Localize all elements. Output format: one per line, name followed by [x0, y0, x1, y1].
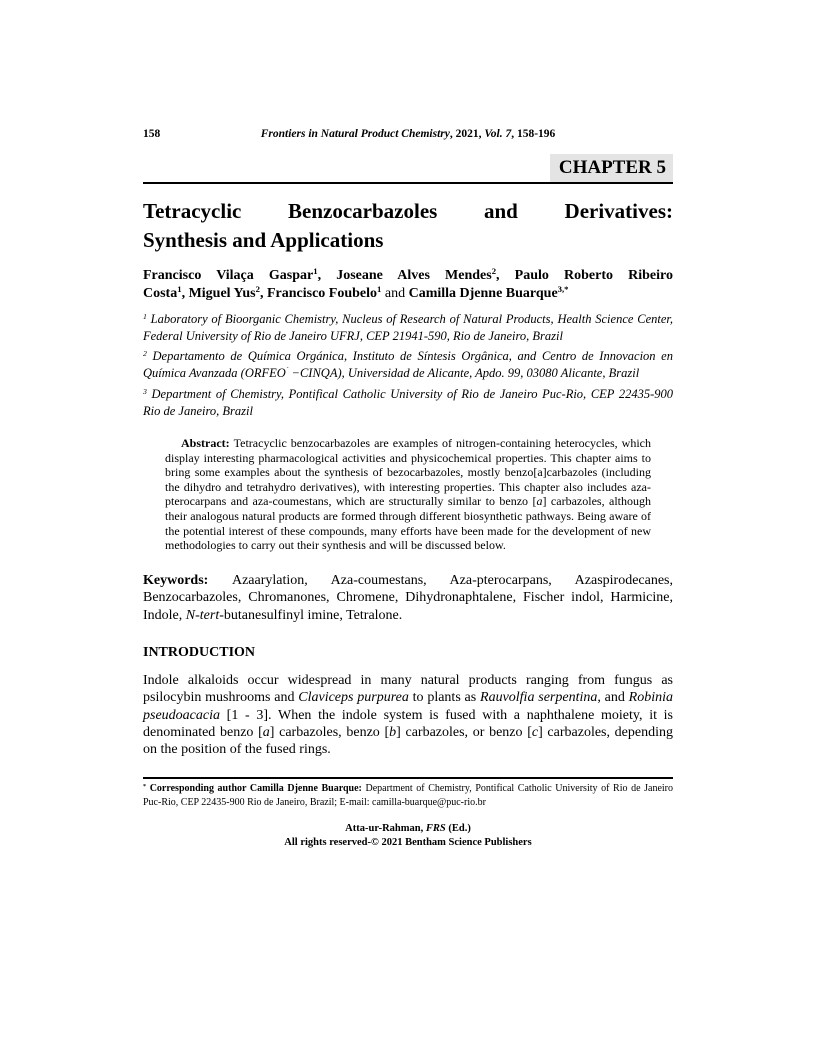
- authors-line: Costa$^1$, Miguel Yus$^2$, Francisco Foubelo$^1$ and Camilla Djenne Buarque$^{3,*}$: [143, 284, 569, 301]
- affiliations: [143, 312, 673, 419]
- affiliation-1: $^1$ Laboratory of Bioorganic Chemistry, Nucleus of Research of Natural Products, Health Science Center, Federal University of Rio de Janeiro UFRJ, CEP 21941-590, Rio de Janeiro, Brazil: [143, 311, 673, 343]
- intro-paragraph: Indole alkaloids occur widespread in many natural products ranging from fungus as psilocybin mushrooms and Claviceps purpurea to plants as Rauvolfia serpentina, and Robinia pseudoacacia [1 - 3]. When the indole system is fused with a naphthalene moiety, it is denominated benzo [a] carbazoles, benzo [b] carbazoles, or benzo [c] carbazoles, depending on the position of the fused rings.: [143, 673, 673, 758]
- authors-line: Francisco Vilaça Gaspar$^1$, Joseane Alves Mendes$^2$, Paulo Roberto Ribeiro: [143, 266, 673, 283]
- chapter-title: [143, 197, 673, 255]
- title-line: Synthesis and Applications: [143, 228, 384, 252]
- editor-line: Atta-ur-Rahman, FRS (Ed.): [345, 823, 471, 835]
- affiliation-2: $^2$ Departamento de Química Orgánica, Instituto de Síntesis Orgânica, and Centro de Innovacion en Química Avanzada (ORFEO´ −CINQA), Universidad de Alicante, Apdo. 99, 03080 Alicante, Brazil: [143, 348, 673, 380]
- affiliation-3: $^3$ Department of Chemistry, Pontifical Catholic University of Rio de Janeiro Puc-Rio, CEP 22435-900 Rio de Janeiro, Brazil: [143, 386, 673, 418]
- footnote-block: [143, 777, 673, 809]
- keywords: Keywords: Azaarylation, Aza-coumestans, Aza-pterocarpans, Azaspirodecanes, Benzocarbazoles, Chromanones, Chromene, Dihydronaphtalene, Fischer indol, Harmicine, Indole, N-tert-butanesulfinyl imine, Tetralone.: [143, 572, 673, 623]
- chapter-label: CHAPTER 5: [550, 154, 673, 182]
- publisher-block: [143, 822, 673, 849]
- rights-line: All rights reserved-© 2021 Bentham Science Publishers: [284, 836, 532, 848]
- running-header: [143, 127, 673, 142]
- section-heading-introduction: INTRODUCTION: [143, 645, 256, 661]
- abstract: Abstract: Tetracyclic benzocarbazoles are examples of nitrogen-containing heterocycles, which display interesting pharmacological activities and physicochemical properties. This chapter aims to bring some examples about the synthesis of bezocarbazoles, mostly benzo[a]carbazoles (including the dihydro and tetrahydro derivatives), with interesting properties. This chapter also includes aza-pterocarpans and aza-coumestans, which are structurally similar to benzo [a] carbazoles, although their analogous natural products are formed through different biosynthetic pathways. Being aware of the potential interest of these compounds, many efforts have been made for the development of new methodologies to carry out their synthesis and will be discussed below.: [165, 436, 652, 553]
- corresponding-author-footnote: * Corresponding author Camilla Djenne Buarque: Department of Chemistry, Pontifical Catholic University of Rio de Janeiro Puc-Rio, CEP 22435-900 Rio de Janeiro, Brazil; E-mail: camilla-buarque@puc-rio.br: [143, 782, 673, 809]
- author-list: [143, 267, 673, 303]
- journal-header: Frontiers in Natural Product Chemistry, 2021, Vol. 7, 158-196: [260, 128, 556, 140]
- page-number: 158: [143, 128, 161, 140]
- chapter-banner: [143, 154, 673, 184]
- title-line: Tetracyclic Benzocarbazoles and Derivatives:: [143, 199, 673, 223]
